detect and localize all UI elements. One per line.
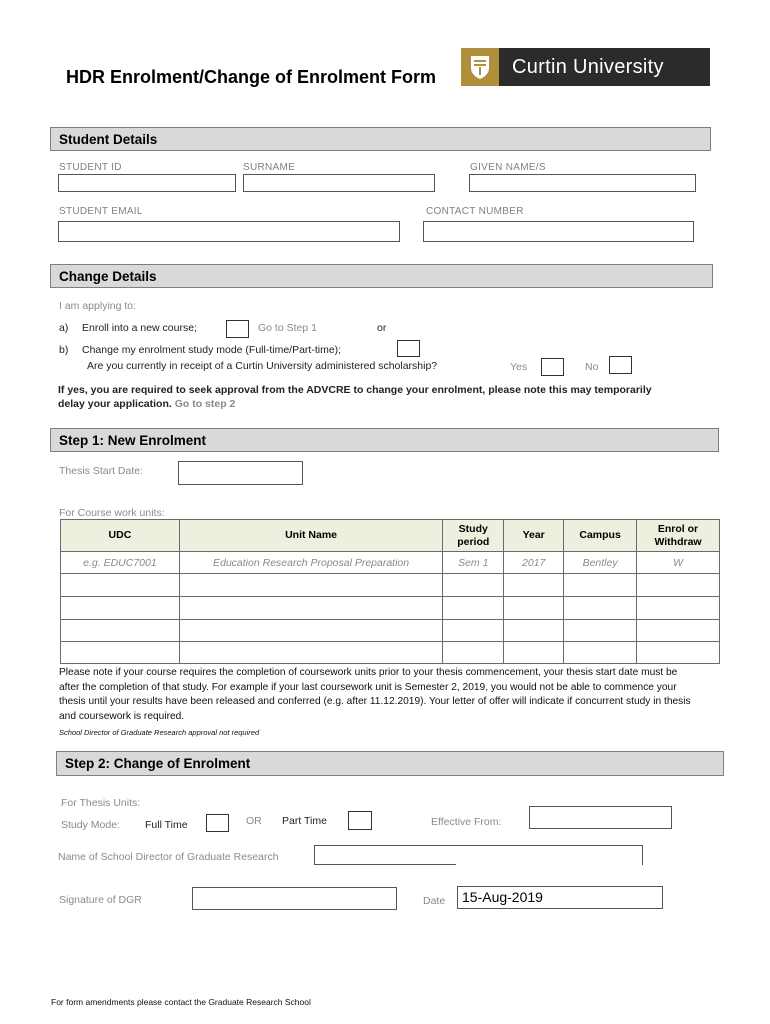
student-email-label: STUDENT EMAIL [59, 206, 143, 217]
step1-heading: Step 1: New Enrolment [50, 428, 719, 452]
table-cell[interactable] [564, 597, 637, 620]
scholarship-no-checkbox[interactable] [609, 356, 632, 374]
part-time-label: Part Time [282, 815, 327, 827]
effective-from-label: Effective From: [431, 816, 502, 828]
thesis-start-input[interactable] [178, 461, 303, 485]
applying-to-label: I am applying to: [59, 300, 137, 312]
col-udc: UDC [61, 520, 180, 552]
table-row [61, 574, 720, 597]
table-cell: e.g. EDUC7001 [61, 552, 180, 574]
option-a-checkbox[interactable] [226, 320, 249, 338]
option-a-goto: Go to Step 1 [258, 322, 317, 334]
table-cell[interactable] [61, 574, 180, 597]
director-name-label: Name of School Director of Graduate Research [58, 851, 279, 863]
date-label: Date [423, 895, 446, 907]
table-cell[interactable] [179, 574, 442, 597]
contact-number-label: CONTACT NUMBER [426, 206, 524, 217]
coursework-note: Please note if your course requires the completion of coursework units prior to your thesis commencement, your thesis start date must be after the completion of that study. For example if your last coursework unit is Semester 2, 2019, you would not be able to commence your thesis until your results have been released and conferred (e.g. after 11.12.2019). Your letter of offer will indicate if concurrent study in thesis and coursework is required. [59, 667, 691, 722]
crest-icon [461, 48, 499, 86]
table-cell[interactable] [637, 574, 720, 597]
date-input[interactable]: 15-Aug-2019 [457, 886, 663, 909]
table-cell: Education Research Proposal Preparation [179, 552, 442, 574]
table-cell[interactable] [443, 574, 504, 597]
part-time-checkbox[interactable] [348, 811, 372, 830]
option-a-marker: a) [59, 322, 69, 334]
dgr-approval-note: School Director of Graduate Research approval not required [59, 728, 260, 737]
approval-note-text: If yes, you are required to seek approval from the ADVCRE to change your enrolment, please note this may temporarily delay your application. [58, 384, 652, 410]
director-name-input[interactable] [314, 845, 643, 865]
or-label: or [377, 322, 387, 334]
contact-number-input[interactable] [423, 221, 694, 242]
table-cell[interactable] [443, 642, 504, 664]
table-cell[interactable] [504, 597, 564, 620]
logo-text: Curtin University [512, 55, 664, 78]
col-campus: Campus [564, 520, 637, 552]
student-details-heading: Student Details [50, 127, 711, 151]
table-cell[interactable] [564, 642, 637, 664]
table-cell[interactable] [179, 597, 442, 620]
approval-goto: Go to step 2 [174, 398, 236, 410]
coursework-label: For Course work units: [59, 507, 165, 519]
table-header-row [61, 520, 720, 552]
scholarship-yes-checkbox[interactable] [541, 358, 564, 376]
table-row [61, 620, 720, 642]
table-cell[interactable] [504, 574, 564, 597]
yes-label: Yes [510, 361, 528, 373]
step2-heading: Step 2: Change of Enrolment [56, 751, 724, 776]
col-study-period: Study period [443, 520, 504, 552]
col-unit-name: Unit Name [179, 520, 442, 552]
table-cell: Sem 1 [443, 552, 504, 574]
table-cell[interactable] [637, 642, 720, 664]
col-enrol-withdraw: Enrol or Withdraw [637, 520, 720, 552]
student-email-input[interactable] [58, 221, 400, 242]
option-b-label: Change my enrolment study mode (Full-time/Part-time); [82, 344, 342, 356]
table-cell[interactable] [637, 620, 720, 642]
curtin-logo [461, 48, 710, 86]
effective-from-input[interactable] [529, 806, 672, 829]
table-row [61, 642, 720, 664]
thesis-start-label: Thesis Start Date: [59, 465, 144, 477]
director-name-underline [314, 864, 456, 865]
table-cell[interactable] [61, 597, 180, 620]
table-cell: 2017 [504, 552, 564, 574]
table-cell[interactable] [564, 574, 637, 597]
form-title: HDR Enrolment/Change of Enrolment Form [66, 67, 437, 87]
table-cell: W [637, 552, 720, 574]
table-row-example [61, 552, 720, 574]
table-cell[interactable] [443, 597, 504, 620]
thesis-units-label: For Thesis Units: [61, 797, 141, 809]
table-cell[interactable] [179, 642, 442, 664]
or-label-step2: OR [246, 815, 262, 827]
table-cell[interactable] [61, 642, 180, 664]
option-a-label: Enroll into a new course; [82, 322, 197, 334]
table-cell[interactable] [443, 620, 504, 642]
table-cell[interactable] [179, 620, 442, 642]
signature-input[interactable] [192, 887, 397, 910]
scholarship-question: Are you currently in receipt of a Curtin University administered scholarship? [87, 360, 438, 372]
table-cell[interactable] [504, 642, 564, 664]
table-cell[interactable] [61, 620, 180, 642]
study-mode-label: Study Mode: [61, 819, 120, 831]
surname-label: SURNAME [243, 162, 296, 173]
change-details-heading: Change Details [50, 264, 713, 288]
full-time-label: Full Time [145, 819, 188, 831]
table-row [61, 597, 720, 620]
option-b-checkbox[interactable] [397, 340, 420, 357]
table-cell[interactable] [637, 597, 720, 620]
footer-note: For form amendments please contact the Graduate Research School [51, 997, 311, 1007]
signature-label: Signature of DGR [59, 894, 142, 906]
units-table [60, 519, 720, 664]
no-label: No [585, 361, 599, 373]
approval-note [58, 383, 658, 411]
student-id-input[interactable] [58, 174, 236, 192]
surname-input[interactable] [243, 174, 435, 192]
given-names-label: GIVEN NAME/S [470, 162, 546, 173]
table-cell[interactable] [564, 620, 637, 642]
given-names-input[interactable] [469, 174, 696, 192]
table-cell[interactable] [504, 620, 564, 642]
option-b-marker: b) [59, 344, 69, 356]
full-time-checkbox[interactable] [206, 814, 229, 832]
col-year: Year [504, 520, 564, 552]
table-cell: Bentley [564, 552, 637, 574]
student-id-label: STUDENT ID [59, 162, 122, 173]
